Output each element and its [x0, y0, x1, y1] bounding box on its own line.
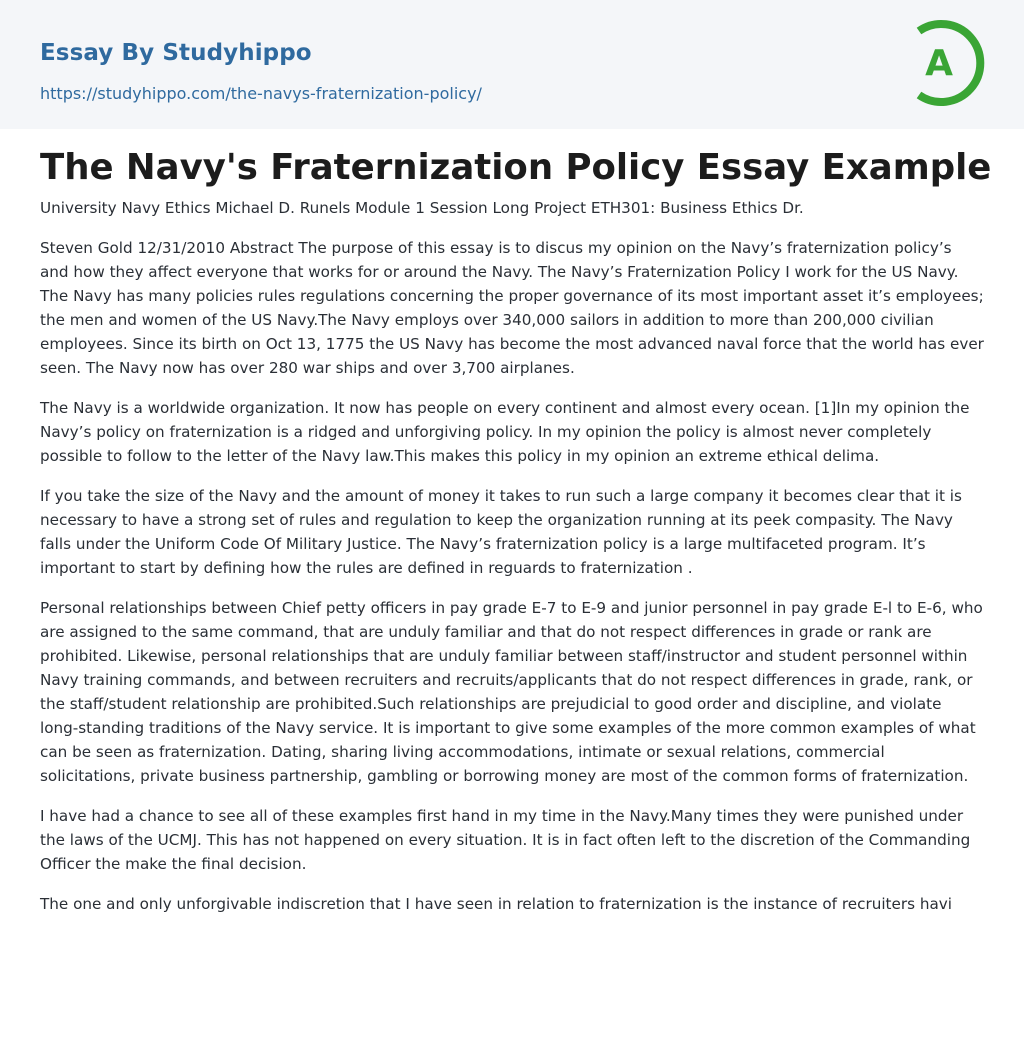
site-header	[0, 0, 1024, 129]
article	[0, 129, 1024, 916]
paragraph-6: The one and only unforgivable indiscretion that I have seen in relation to fraternization is the instance of recruiters havi	[40, 895, 952, 913]
paragraph-3: If you take the size of the Navy and the amount of money it takes to run such a large company it becomes clear that it is necessary to have a strong set of rules and regulation to keep the organization running at its peek compasity. The Navy falls under the Uniform Code Of Military Justice. The Navy’s fraternization policy is a large multifaceted program. It’s important to start by defining how the rules are defined in reguards to fraternization .	[40, 487, 962, 577]
paragraph-4: Personal relationships between Chief petty officers in pay grade E-7 to E-9 and junior personnel in pay grade E-l to E-6, who are assigned to the same command, that are unduly familiar and that do not respect differences in grade or rank are prohibited. Likewise, personal relationships that are unduly familiar between staff/instructor and student personnel within Navy training commands, and between recruiters and recruits/applicants that do not respect differences in grade, rank, or the staff/student relationship are prohibited.Such relationships are prejudicial to good order and discipline, and violate long-standing traditions of the Navy service. It is important to give some examples of the more common examples of what can be seen as fraternization. Dating, sharing living accommodations, intimate or sexual relations, commercial solicitations, private business partnership, gambling or borrowing money are most of the common forms of fraternization.	[40, 599, 983, 785]
logo-letter: A	[925, 43, 953, 84]
page-url-link[interactable]: https://studyhippo.com/the-navys-fraternization-policy/	[40, 84, 482, 103]
page-title: The Navy's Fraternization Policy Essay Example	[40, 147, 992, 188]
paragraph-2: The Navy is a worldwide organization. It now has people on every continent and almost every ocean. [1]In my opinion the Navy’s policy on fraternization is a ridged and unforgiving policy. In my opinion the policy is almost never completely possible to follow to the letter of the Navy law.This makes this policy in my opinion an extreme ethical delima.	[40, 399, 970, 465]
paragraph-1: Steven Gold 12/31/2010 Abstract The purpose of this essay is to discus my opinion on the Navy’s fraternization policy’s and how they affect everyone that works for or around the Navy. The Navy’s Fraternization Policy I work for the US Navy. The Navy has many policies rules regulations concerning the proper governance of its most important asset it’s employees; the men and women of the US Navy.The Navy employs over 340,000 sailors in addition to more than 200,000 civilian employees. Since its birth on Oct 13, 1775 the US Navy has become the most advanced naval force that the world has ever seen. The Navy now has over 280 war ships and over 3,700 airplanes.	[40, 239, 984, 377]
studyhippo-logo-icon[interactable]	[905, 18, 991, 108]
paragraph-5: I have had a chance to see all of these examples first hand in my time in the Navy.Many times they were punished under the laws of the UCMJ. This has not happened on every situation. It is in fact often left to the discretion of the Commanding Officer the make the final decision.	[40, 807, 971, 873]
site-brand[interactable]: Essay By Studyhippo	[40, 40, 312, 66]
article-subtitle: University Navy Ethics Michael D. Runels Module 1 Session Long Project ETH301: Business Ethics Dr.	[40, 199, 804, 217]
